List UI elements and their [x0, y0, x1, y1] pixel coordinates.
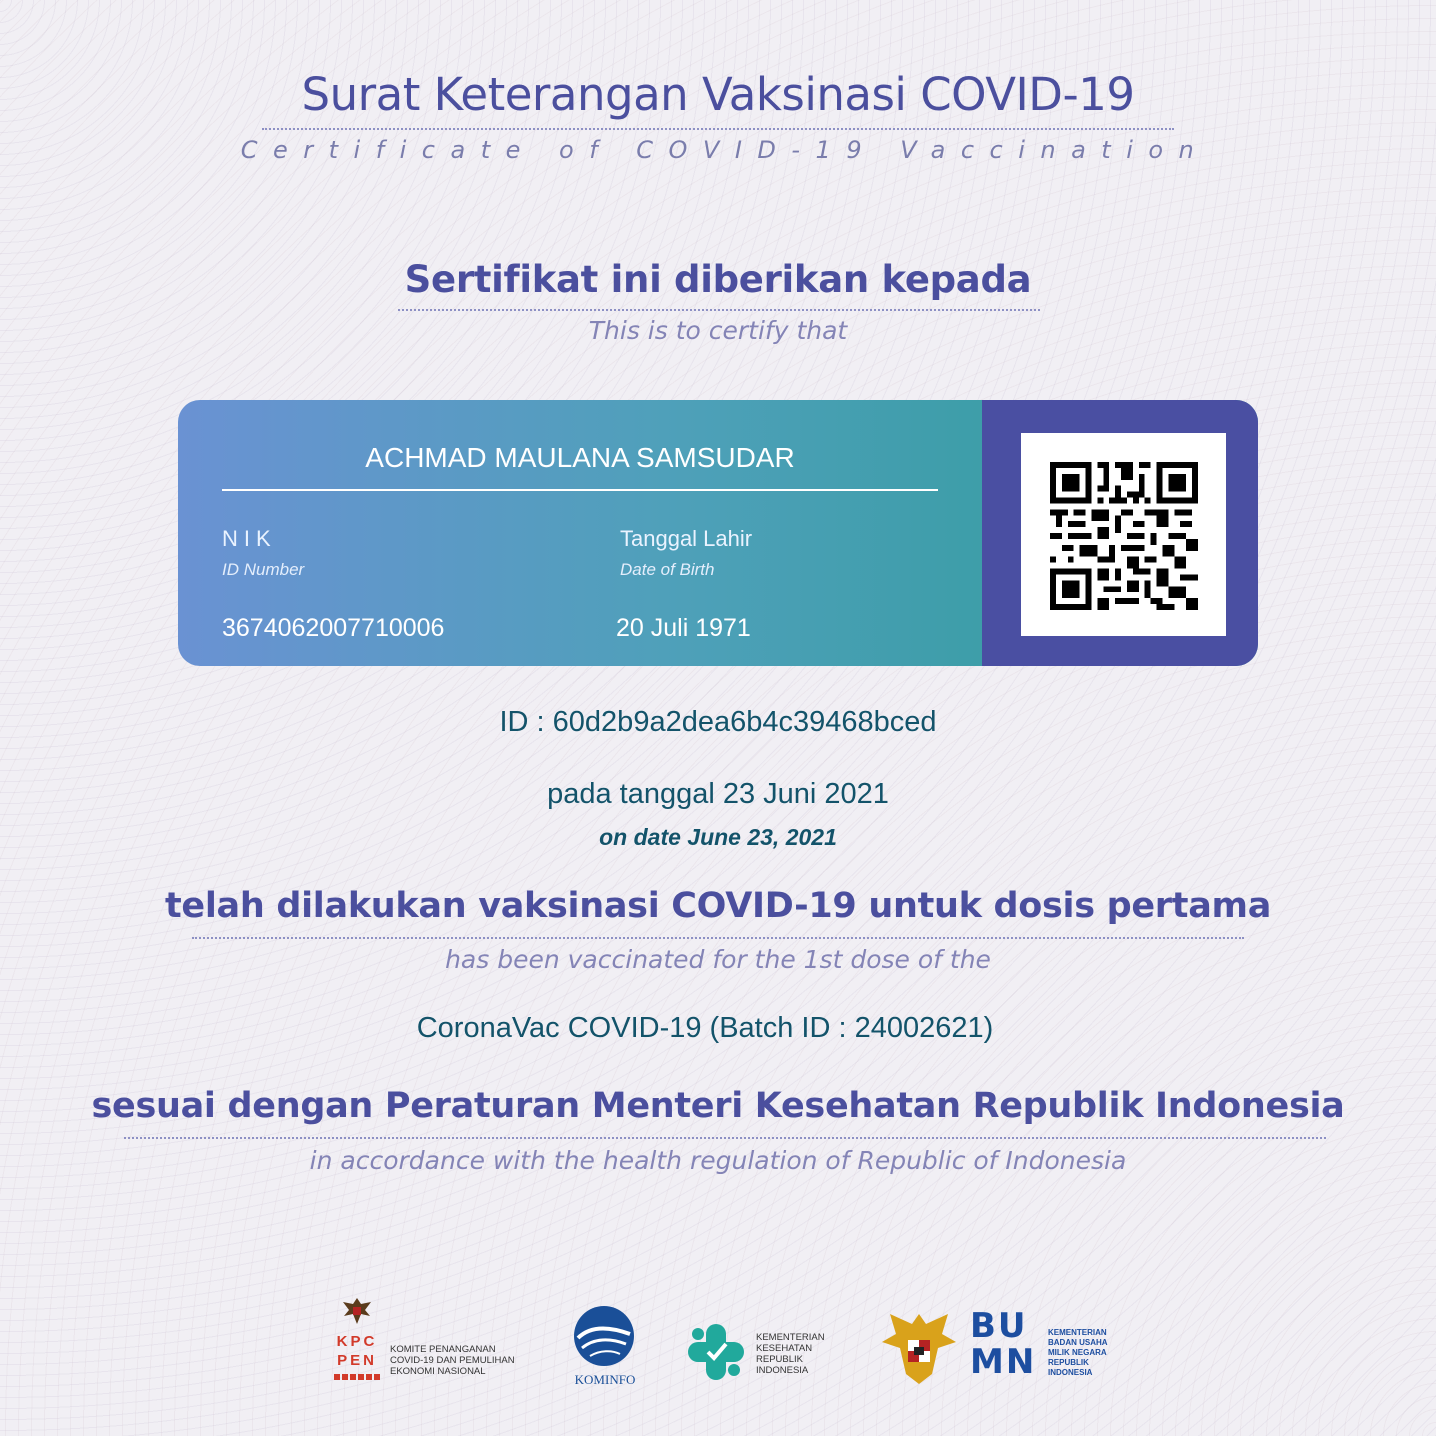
kemenkes-text-1: KEMENTERIAN — [756, 1332, 825, 1343]
qr-panel — [982, 400, 1258, 666]
garuda-icon — [340, 1294, 374, 1328]
bumn-text-4: REPUBLIK — [1048, 1358, 1089, 1367]
kpcpen-stripes — [334, 1374, 380, 1380]
regulation-divider — [124, 1137, 1326, 1139]
nik-label-en: ID Number — [222, 560, 305, 579]
bumn-text-1: KEMENTERIAN — [1048, 1328, 1107, 1337]
kpcpen-text-1: KOMITE PENANGANAN — [390, 1344, 496, 1355]
kominfo-label: KOMINFO — [574, 1372, 636, 1387]
logos-footer — [0, 1290, 1436, 1400]
kpcpen-text-2: COVID-19 DAN PEMULIHAN — [390, 1355, 515, 1366]
kemenkes-text-3: REPUBLIK — [756, 1354, 803, 1365]
bumn-text-2: BADAN USAHA — [1048, 1338, 1108, 1347]
dob-label-en: Date of Birth — [620, 560, 715, 579]
dob-label: Tanggal Lahir — [620, 526, 753, 551]
vaccine-name: CoronaVac COVID-19 (Batch ID : 24002621) — [416, 1012, 994, 1044]
holder-name: ACHMAD MAULANA SAMSUDAR — [365, 442, 795, 473]
certificate-title: Surat Keterangan Vaksinasi COVID-19 — [301, 68, 1135, 121]
intro-heading: Sertifikat ini diberikan kepada — [404, 258, 1032, 301]
dose-heading: telah dilakukan vaksinasi COVID-19 untuk dosis pertama — [164, 886, 1272, 926]
kominfo-emblem-icon — [572, 1304, 636, 1368]
dob-value: 20 Juli 1971 — [616, 614, 751, 642]
regulation-heading-en: in accordance with the health regulation of Republic of Indonesia — [309, 1146, 1127, 1175]
kemenkes-cross-icon — [684, 1320, 748, 1384]
title-divider — [262, 128, 1174, 130]
qr-code-box[interactable] — [1021, 433, 1226, 636]
vaccination-date: pada tanggal 23 Juni 2021 — [547, 778, 889, 810]
qr-code-icon — [1050, 462, 1198, 610]
kemenkes-text-4: INDONESIA — [756, 1365, 809, 1376]
nik-value: 3674062007710006 — [222, 614, 445, 642]
bumn-logo — [968, 1308, 1118, 1392]
bumn-text-5: INDONESIA — [1048, 1368, 1093, 1377]
certificate-subtitle: Certificate of COVID-19 Vaccination — [240, 136, 1210, 164]
vaccination-date-en: on date June 23, 2021 — [599, 824, 837, 850]
regulation-heading: sesuai dengan Peraturan Menteri Kesehatan Republik Indonesia — [91, 1086, 1345, 1126]
kemenkes-text-2: KESEHATAN — [756, 1343, 813, 1354]
name-underline — [222, 489, 938, 491]
kpcpen-logo — [334, 1290, 534, 1390]
certificate-id: ID : 60d2b9a2dea6b4c39468bced — [499, 706, 937, 738]
holder-card — [178, 400, 1258, 666]
kemenkes-logo — [684, 1320, 844, 1390]
garuda-pancasila-icon — [878, 1308, 960, 1390]
dose-divider — [192, 937, 1244, 939]
nik-label: NIK — [222, 526, 277, 551]
kominfo-logo — [560, 1304, 650, 1394]
kpcpen-text-3: EKONOMI NASIONAL — [390, 1366, 486, 1377]
bumn-letters: BUMN — [970, 1306, 1037, 1382]
dose-heading-en: has been vaccinated for the 1st dose of the — [445, 945, 991, 974]
bumn-text-3: MILIK NEGARA — [1048, 1348, 1107, 1357]
kpcpen-letters: KPC PEN — [336, 1333, 378, 1369]
intro-heading-en: This is to certify that — [588, 316, 848, 345]
intro-divider — [398, 309, 1040, 311]
